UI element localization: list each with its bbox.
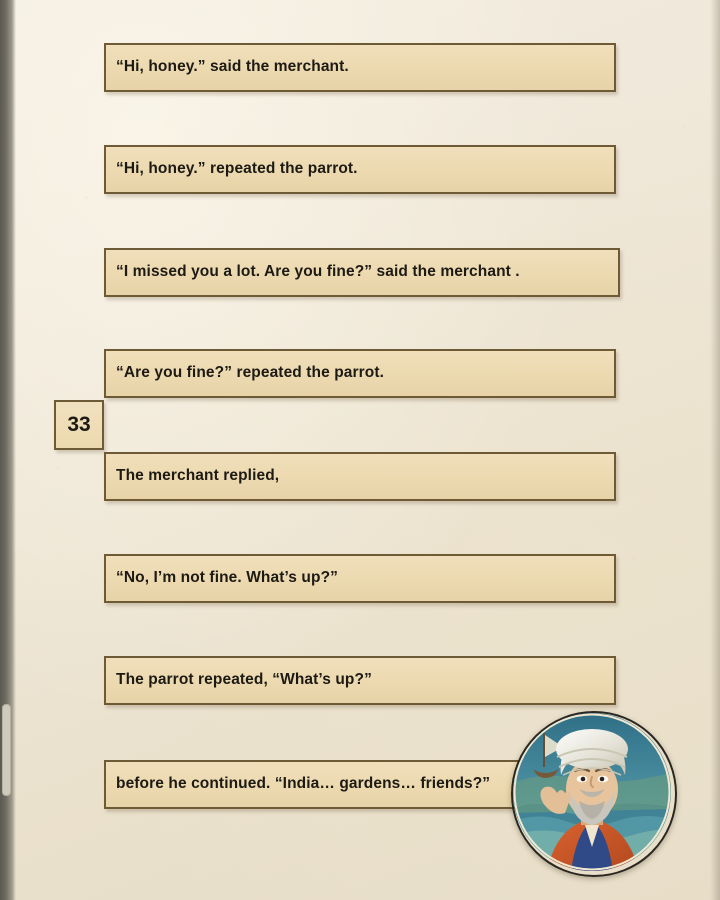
- caption-text-6: “No, I’m not fine. What’s up?”: [116, 569, 338, 587]
- caption-text-1: “Hi, honey.” said the merchant.: [116, 58, 349, 76]
- caption-box-5: [104, 452, 616, 501]
- page-number-badge: 33: [54, 400, 104, 450]
- vertical-scrollbar-thumb[interactable]: [2, 704, 11, 796]
- caption-box-1: [104, 43, 616, 92]
- page-right-edge: [710, 0, 720, 900]
- caption-text-8: before he continued. “India… gardens… friends?”: [116, 775, 491, 793]
- caption-text-2: “Hi, honey.” repeated the parrot.: [116, 160, 358, 178]
- caption-text-5: The merchant replied,: [116, 467, 280, 485]
- caption-box-4: [104, 349, 616, 398]
- caption-text-7: The parrot repeated, “What’s up?”: [116, 671, 372, 689]
- caption-box-7: [104, 656, 616, 705]
- caption-box-2: [104, 145, 616, 194]
- merchant-portrait-medallion: [511, 711, 677, 877]
- caption-box-6: [104, 554, 616, 603]
- caption-text-3: “I missed you a lot. Are you fine?” said the merchant .: [116, 263, 520, 281]
- caption-box-3: [104, 248, 620, 297]
- caption-text-4: “Are you fine?” repeated the parrot.: [116, 364, 385, 382]
